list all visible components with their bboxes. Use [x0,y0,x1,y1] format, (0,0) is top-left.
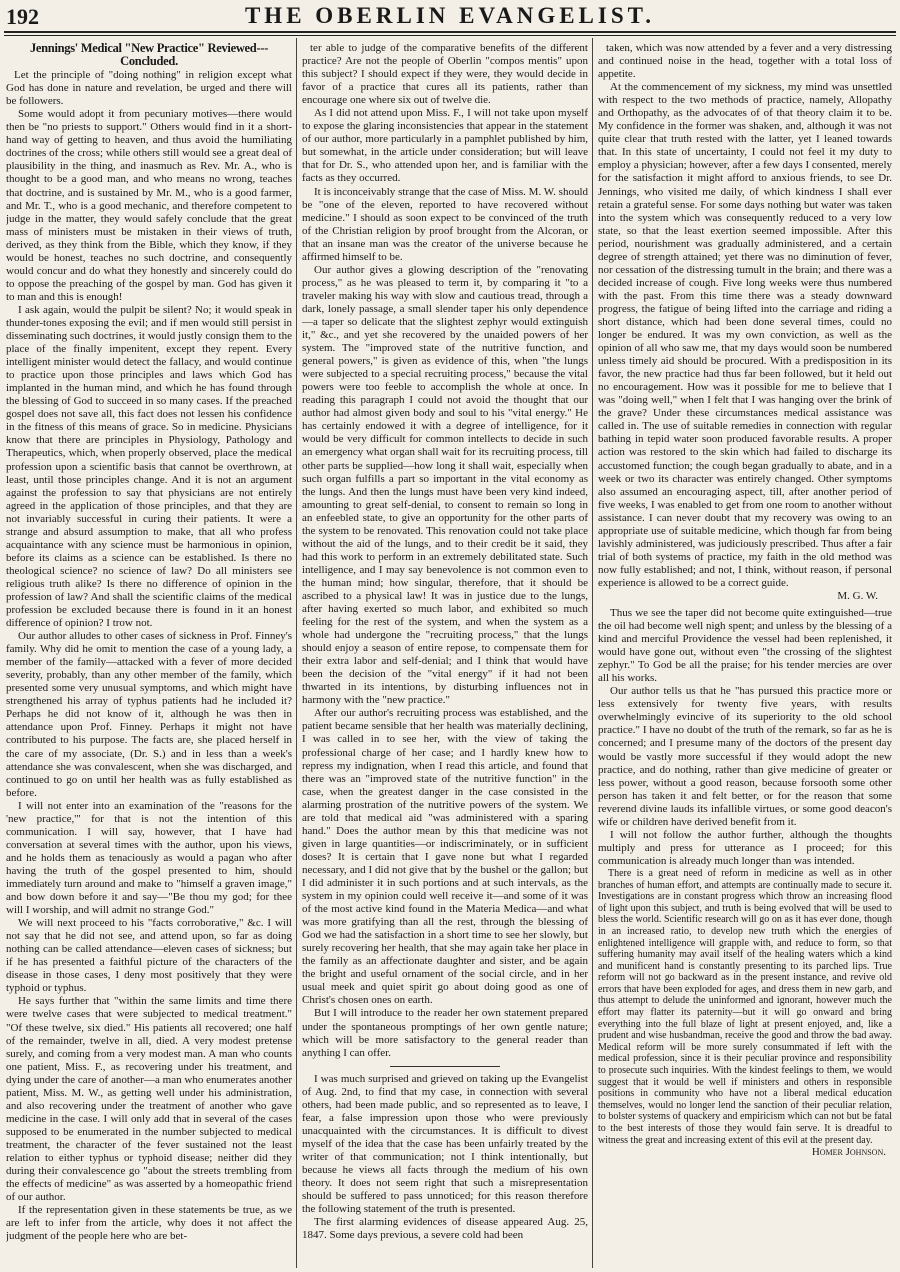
paragraph: At the commencement of my sickness, my mind was unsettled with respect to the two methods of practice, namely, Allopathy and Orthopathy, as the advocates of of that theory claim it to be. My confidence in the former was shaken, and, although it was not quite clear that truth rested with the latter, yet I leaned towards that. In this state of uncertainty, I could not feel it my duty to employ a physician; however, after a few days I consented, merely for the satisfaction it might afford to anxious friends, to see Dr. Jennings, who visited me daily, of which kindness I shall ever retain a grateful sense. For some days nothing but water was taken into the system which was consequently reduced to a very low state, so that the least exertion seemed impossible. After this period, nourishment was gradually administered, and a certain degree of strength attained; yet there was no diminution of fever, nor cessation of the distressing tumult in the brain; and there was a decided increase of cough. Five long weeks were thus numbered with the past. From this time there was a steady downward progress, the fatigue of being lifted into the carriage and riding a short distance, which had been done several times, could no longer be endured. It was my own conviction, as well as the opinion of all who saw me, that my days would soon be numbered unless timely aid should be procured. With a predisposition in its favor, the new practice had thus far been followed, but it held out no encouragement. How was it possible for me to believe that I was "doing well," when I felt that I was hanging over the brink of the grave? Under these circumstances medical assistance was called in. The use of suitable remedies in connection with regular bathing in tepid water soon produced favorable results. A proper action was restored to the skin which had failed to discharge its accustomed function; the cough began gradually to abate, and in a week or two its character was entirely changed. Other symptoms also assumed an encouraging aspect, till, after another period of five weeks, I was enabled to get from one room to another without assistance. I can never doubt that my recovery was owing to an appropriate use of suitable medicine, which though far from being lavishly administered, was judiciously prescribed. Thus after a fair trial of both systems of practice, my faith in the old method was now fully established; and not, I think, without reason, if personal experience is allowed to be a correct guide. [598,81,892,589]
paragraph: As I did not attend upon Miss. F., I will not take upon myself to expose the glaring inconsistencies that appear in the statement of our author, more particularly in a pamphlet published by him, but somewhat, in the article under consideration; but will leave that for Dr. S., who attended upon her, and is familiar with the facts as they occurred. [302,107,588,185]
paragraph: It is inconceivably strange that the case of Miss. M. W. should be "one of the eleven, reported to have recovered without medicine." I should as soon expect to be convinced of the truth of the Christian religion by proof brought from the Alcoran, or that an insane man was the creator of the universe because he affirmed himself to be. [302,185,588,263]
header-rule-thin [4,35,896,36]
paragraph: I ask again, would the pulpit be silent? No; it would speak in thunder-tones exposing the evil; and if men would still persist in disseminating such doctrines, it would justly consign them to the place of the finally impenitent, except they repent. Every intelligent minister would detect the fallacy, and would continue to practice upon those principles and laws which God has implanted in the human mind, and which he has found through the blessing of God to succeed in so many cases. If the preached gospel does not save all, this fact does not lessen his confidence in the fitness of this means of grace. So in medicine. Physicians know that there are principles in Physiology, Pathology and Therapeutics, which, when properly observed, place the medical profession upon a scientific basis that cannot be overthrown, at least, until those principles change. And it is not an argument against the profession to say that physicians are not entirely agreed in the application of those principles, and that they are not invariably successful in curing their patients. It were a strange and absurd assumption to make, that all who profess acquaintance with any science must be harmonious in opinion, before its claims as a science can be established. Is there no theological science? no science of law? Do all ministers see religious truth alike? Is there no difference of opinion in the profession of law? And shall the scientific claims of the medical profession be excluded because there is found in it an honest difference of opinion? I trow not. [6,303,292,630]
paragraph: I was much surprised and grieved on taking up the Evangelist of Aug. 2nd, to find that my case, in connection with several others, had been made public, and so represented as to leave, I fear, a false impression upon those who were previously unacquainted with the circumstances. It is difficult to divest myself of the idea that the case has been unfairly treated by the writer of that communication; not I think intentionally, but because he views all facts through the medium of his own theory. It does not seem right that such a misrepresentation should be suffered to pass unnoticed; for this reason therefore the following statement of the truth is presented. [302,1072,588,1216]
paragraph: Our author alludes to other cases of sickness in Prof. Finney's family. Why did he omit to mention the case of a young lady, a member of the family—attacked with a fever of more decided severity, probably, than any other member of the family, which presented some very unusual symptoms, and which might have strengthened his array of typhus patients had he included it? Perhaps he did not know of it, although he was then in attendance upon Prof. Finney. Perhaps it might not have contributed to his purpose. The facts are, she placed herself in the care of my associate, (Dr. S.) and in less than a week's attendance she was convalescent, when she was discharged, and continued to go on until her health was as fully established as before. [6,630,292,799]
closing-section [598,868,892,1146]
author-name: Homer Johnson. [811,1146,886,1159]
column-1 [6,42,292,1268]
masthead-title: THE OBERLIN EVANGELIST. [244,3,656,28]
column-divider [592,38,593,1268]
column-3 [598,42,892,1268]
paragraph: Our author tells us that he "has pursued this practice more or less extensively for twenty five years, with results overwhelmingly evincive of its superiority to the old school practice." I have no doubt of the truth of the remark, so far as he is concerned; and I presume many of the doctors of the present day would be vastly more successful if they would adopt the new practice, and do nothing, rather than give medicine of greater or less power, without a good reason, because forsooth some other person has taken it and felt better, or for the reason that some reverend divine lauds its infallible virtues, or some good deacon's wife or children have derived benefit from it. [598,685,892,828]
paragraph: Our author gives a glowing description of the "renovating process," as he was pleased to term it, by comparing it "to a traveler making his way with slow and cautious tread, through a dark, lonely passage, a small slender taper his only dependence—a taper so delicate that the slightest zephyr would extinguish it," &c., and yet she recovered by the unaided powers of her system. The "improved state of the nutritive function, and general powers," is given as evidence of this, when "the lungs were subjected to a special recruiting process," because the vital powers were too feeble to accomplish the whole at once. In reading this paragraph I could not avoid the thought that our author had almost given body and soul to his "vital energy." He has certainly endowed it with a degree of intelligence, for it would be very difficult for common intellects to decide in such an emergency what organ shall wait for its recruiting process, till other parts be supplied—how long it shall wait, especially when such organ fulfills a part so important in the vital economy as the lungs. And then the lungs must have been very kind indeed, amounting to great self-denial, to consent to remain so long in an enfeebled state, to give an opportunity for the other parts of the system to be renovated. This renovation could not take place without the aid of the lungs, and to their credit be it said, they had this work to perform in an extremely debilitated state. Such intelligence, and I may say benevolence is not common even to the human mind; how singular, therefore, that it should be ascribed to a physical law! It was in justice due to the lungs, after having exerted so much labor, and exhibited so much feeling for the rest of the system, and when the system as a whole had undergone the "recruiting process," that the lungs should enjoy a season of entire repose, to compensate them for their extra labor and self-denial; and I think that would have been the decision of the "vital energy" if it had not been thwarted in its intentions, by disturbing influences not in harmony with the "new practice." [302,263,588,707]
paragraph: Thus we see the taper did not become quite extinguished—true the oil had become well nigh spent; and unless by the blessing of a kind and merciful Providence the vessel had been replenished, it would have gone out, without even "the crossing of the slightest zephyr." To God be all the praise; for his tender mercies are over all his works. [598,607,892,685]
paragraph: Let the principle of "doing nothing" in religion except what God has done in nature and revelation, be urged and there will be followers. [6,69,292,108]
paragraph: After our author's recruiting process was established, and the patient became sensible that her health was materially declining, I was called in to see her, with the view of taking the professional charge of her case; and I hardly knew how to repress my indignation, when I read this article, and found that there was an "improved state of the nutritive function" in the case, when the greatest danger in the case consisted in the alarming prostration of the nutritive powers of the system. We are told that medical aid "was administered with a sparing hand." Does the author mean by this that medicine was not given in large quantities—or indiscriminately, or in sufficient doses? It is certain that I gave none but what I regarded necessary, and I did not give that by the bushel or the gallon; but I did administer it in such portions and at such intervals, as the system in my opinion could well receive it—and some of it was of the most active kind found in the Materia Medica—and what was more gratifying than all the rest, through the blessing of God we had the satisfaction in a short time to see her slowly, but surely recovering her health, that she may again take her place in the family as an affectionate daughter and sister, and be again the bright and useful ornament of the social circle, and in her usual meek and quiet spirit go about doing good as one of Christ's chosen ones on earth. [302,707,588,1007]
paragraph: If the representation given in these statements be true, as we are left to infer from the article, why does it not affect the judgment of the people here who are bet- [6,1204,292,1243]
page-number: 192 [6,4,39,29]
header-rule [4,31,896,33]
paragraph: Some would adopt it from pecuniary motives—there would then be "no priests to support." Others would find in it a short-hand way of getting to heaven, and thus avoid the humiliating doctrines of the cross; while others still would see a great deal of plausibility in the thing, and inasmuch as Rev. Mr. A., who is thought to be a good man, and who means no wrong, teaches that doctrine, and is sustained by Mr. M., who is a good farmer, and Mr. T., who is a good mechanic, and therefore competent to judge in the matter, they would safely conclude that the great mass of ministers must be mistaken in their views of truth, derived, as they think from the Bible, which they know, if they would be honest, teaches no such doctrine, and consequently would concur and do what they honestly and sincerely could do to oppose the preaching of the gospel by man. God has given it to man and this is enough! [6,108,292,303]
page-header [0,0,900,30]
paragraph: ter able to judge of the comparative benefits of the different practice? Are not the people of Oberlin "compos mentis" upon this subject? I should expect if they were, they would decide in favor of a practice that cures all its patients, rather than encourage one where six out of twelve die. [302,42,588,107]
column-divider [296,38,297,1268]
section-divider [390,1066,500,1067]
paragraph: We will next proceed to his "facts corroborative," &c. I will not say that he did not see, and attend upon, so far as doing nothing can be called attendance—eleven cases of sickness; but if he has presented a faithful picture of the characters of the disease in those cases, I deny most positively that they were typhoid or typhus. [6,917,292,995]
paragraph: He says further that "within the same limits and time there were twelve cases that were subjected to medical treatment." "Of these twelve, six died." His patients all recovered; one half of the remainder, twelve in all, died. A very modest pretense surely, and coming from a very modest man. A man who counts one patient, Miss. F., as recovering under his treatment, and dying under the care of another—a man who enumerates another patient, Miss. M. W., as getting well under his administration, and also recovering under the treatment of another who gave medicine in the case. I will only add that in several of the cases supposed to be enumerated in the number subjected to medical treatment, the character of the fever sustained not the least relation to either typhus or typhoid disease; neither did they during their convalescence go "about the streets trembling from the effects of medicine" as was asserted by a homeopathic friend of our author. [6,995,292,1204]
paragraph: I will not follow the author further, although the thoughts multiply and press for utterance as I proceed; for this communication is already much longer than was intended. [598,828,892,867]
paragraph: The first alarming evidences of disease appeared Aug. 25, 1847. Some days previous, a severe cold had been [302,1216,588,1242]
paragraph: taken, which was now attended by a fever and a very distressing and continued noise in the head, together with a total loss of appetite. [598,42,892,81]
letter-signature: M. G. W. [837,589,878,602]
paragraph: I will not enter into an examination of the "reasons for the 'new practice,'" for that is not the intention of this communication. I will say, however, that I have had conversation at several times with the author, upon his views, and he holds them as tenaciously as would a pagan who after having the truth of the gospel presented to him, should immediately turn around and make to "himself a graven image," and bow down before it and say—"Be thou my god; for thee will I worship, and will admit no strange God." [6,799,292,917]
paragraph: There is a great need of reform in medicine as well as in other branches of human effort, and attempts are continually made to secure it. Investigations are in constant progress which throw an increasing flood of light upon this subject, and truth is being evolved that will be used to bless the world. Scientific research will go on as it has ever done, though in an increased ratio, to develop new truth which the energies of enlightened intelligence will grapple with, and reduce to form, so that suffering humanity may avail itself of the healing waters which a kind and munificent hand is constantly presenting to its parched lips. True reform will not go backward as in the present instance, and revive old errors that have been exploded for ages, and dress them in new garb, and thus attempt to delude the uninformed and ignorant, however much the effort may flatter its paternity—but it will go onward and bring everything into the full blaze of light at present enjoyed, and, like a prudent and wise husbandman, receive the good and throw the bad away. Medical reform will be more surely consummated if left with the medical profession, since it is their peculiar province and responsibility to prosecute such inquiries. With the kindest feelings to them, we would suggest that it would be well if ministers and others in responsible positions in community who have not a liberal medical education themselves, would no longer lend the sanction of their peculiar relation, to bolster systems of quackery and empiricism which can not but be fatal to the best interests of those they would fain serve. It is dreadful to witness the great and increasing extent of this evil at the present day. [598,867,892,1146]
column-2 [302,42,588,1268]
paragraph: But I will introduce to the reader her own statement prepared under the spontaneous promptings of her own gentle nature; which will be more satisfactory to the general reader than anything I can offer. [302,1007,588,1059]
article-title: Jennings' Medical "New Practice" Reviewed---Concluded. [29,42,269,69]
